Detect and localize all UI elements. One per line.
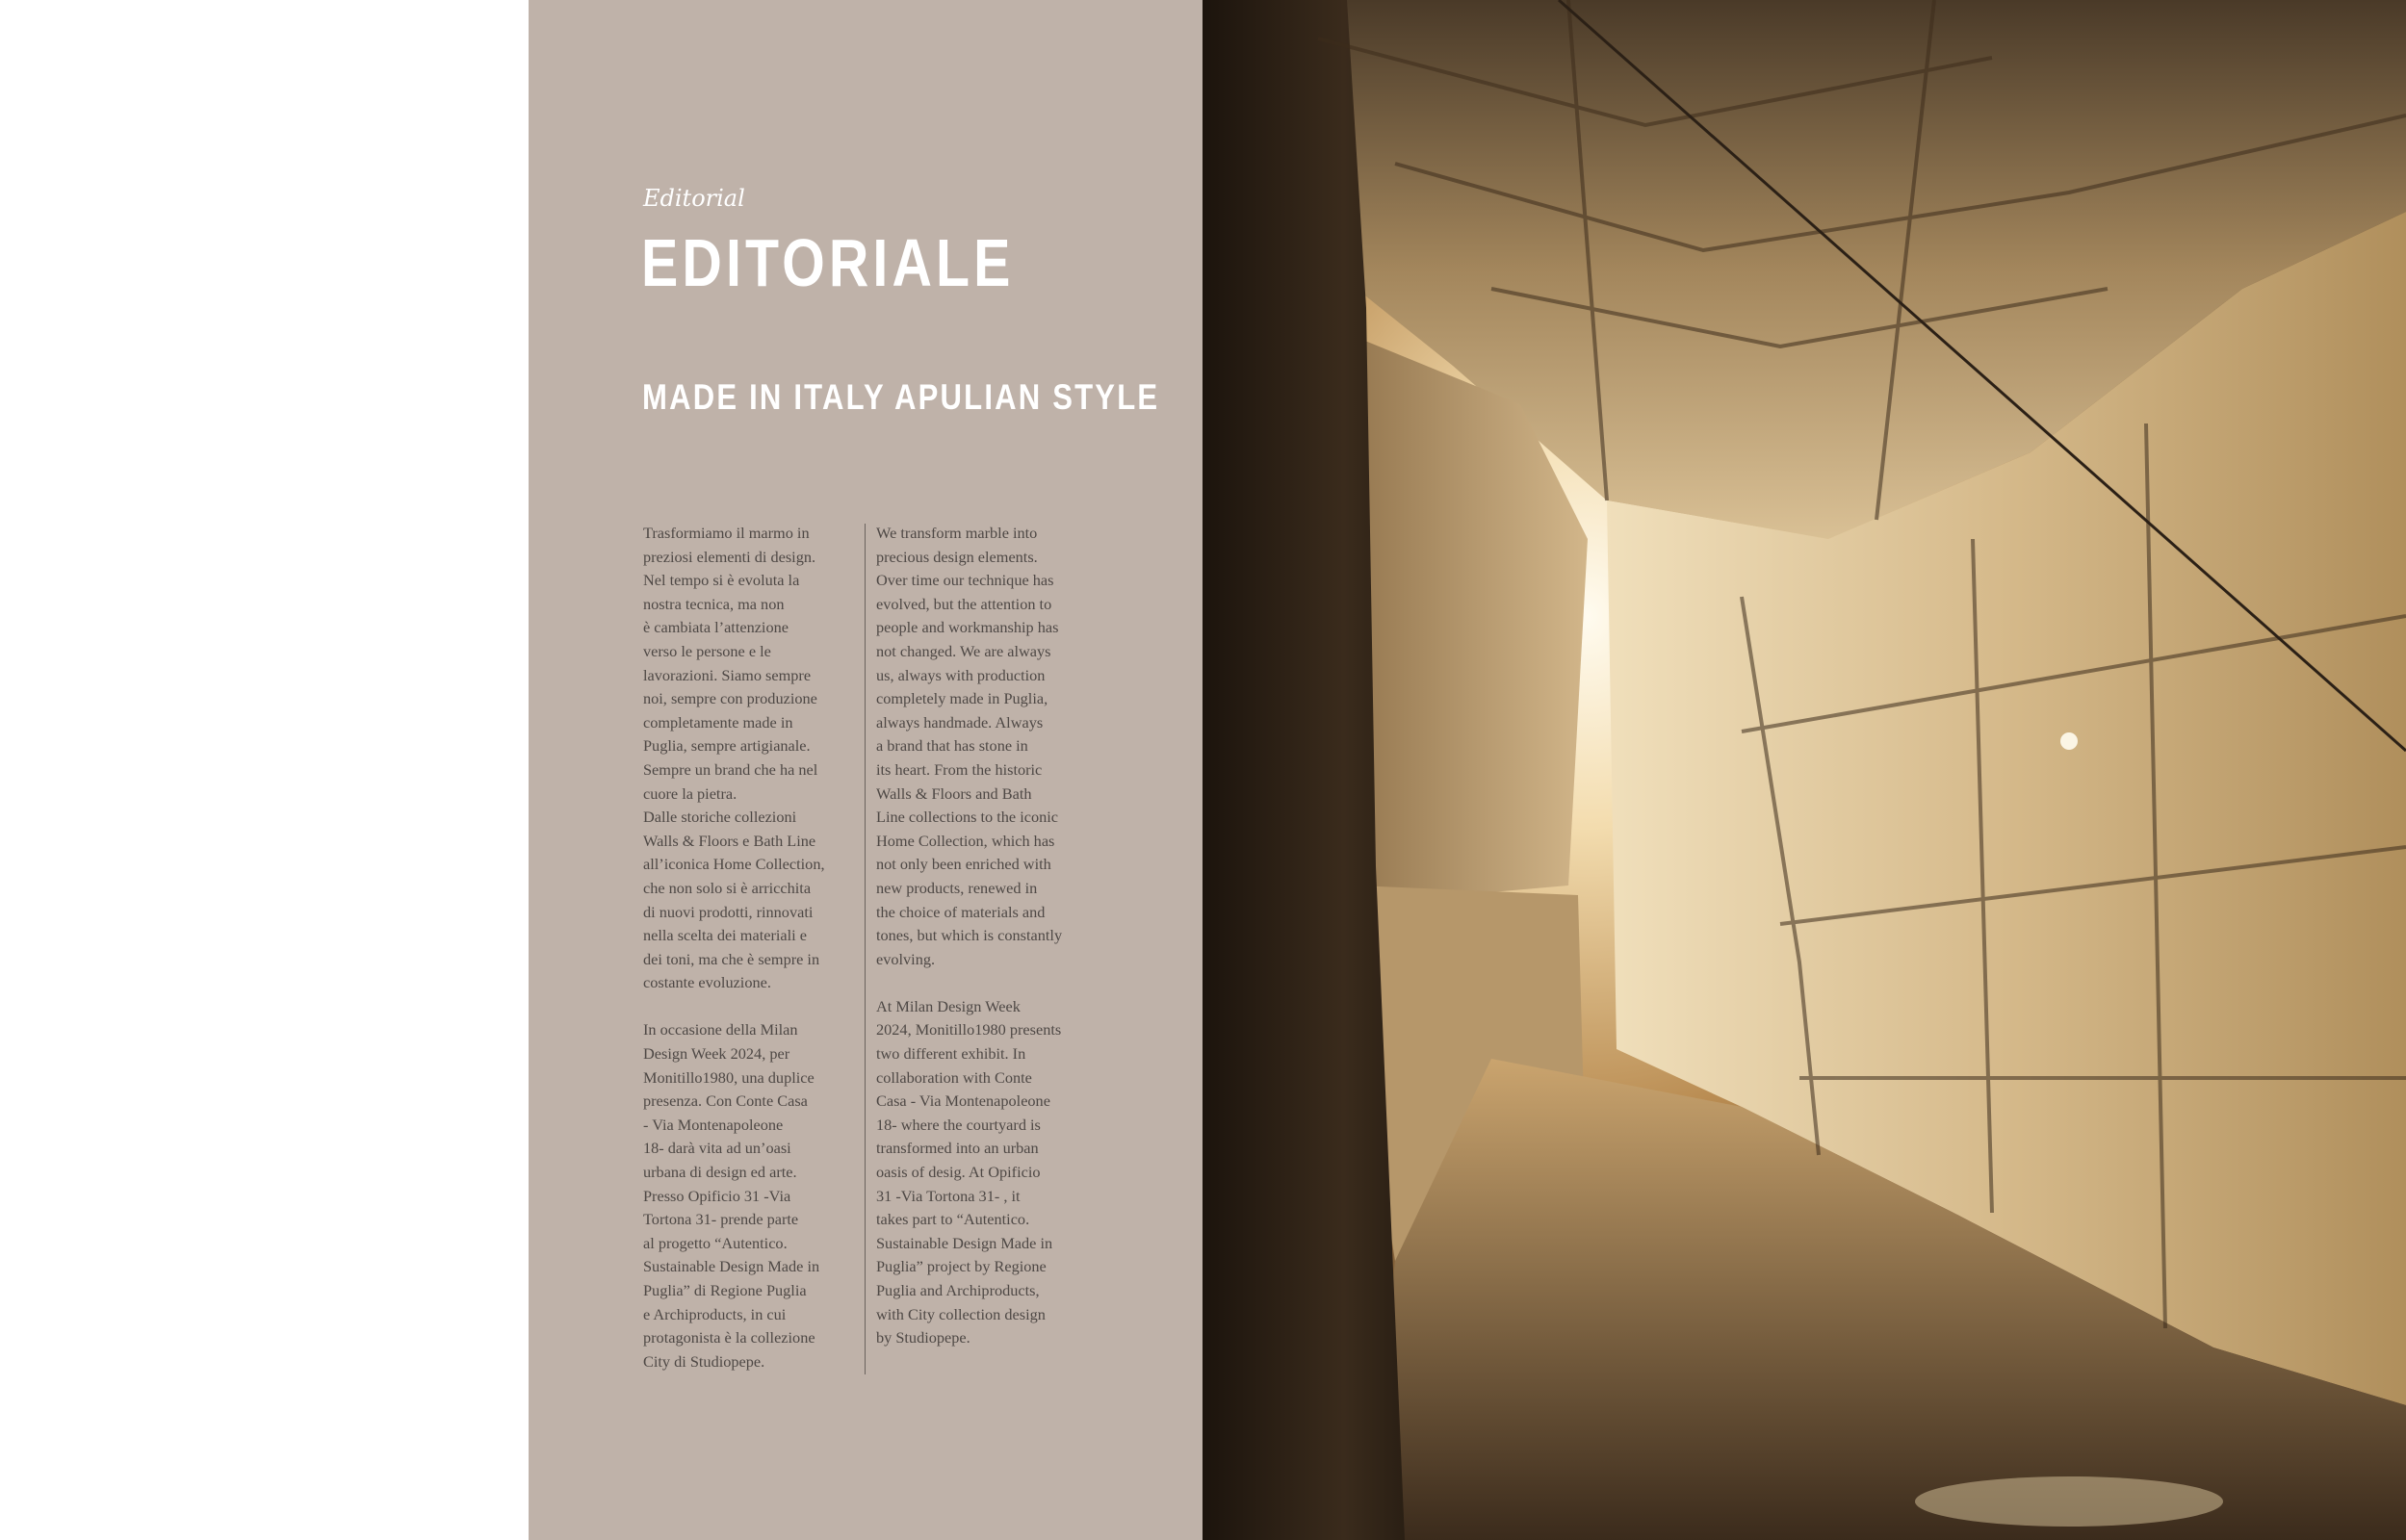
- quarry-illustration: [1203, 0, 2406, 1540]
- page-subtitle: MADE IN ITALY APULIAN STYLE: [642, 377, 1160, 417]
- page-title: EDITORIALE: [641, 225, 1015, 300]
- marble-quarry-photo: [1203, 0, 2406, 1540]
- column-divider: [865, 524, 866, 1374]
- body-italian-column: Trasformiamo il marmo in preziosi elementi di design. Nel tempo si è evoluta la nostra tecnica, ma non è cambiata l’attenzione verso le persone e le lavorazioni. Siamo sempre noi, sempre con produzione completamente made in Puglia, sempre artigianale. Sempre un brand che ha nel cuore la pietra. Dalle storiche collezioni Walls & Floors e Bath Line all’iconica Home Collection, che non solo si è arricchita di nuovi prodotti, rinnovati nella scelta dei materiali e dei toni, ma che è sempre in costante evoluzione. In occasione della Milan Design Week 2024, per Monitillo1980, una duplice presenza. Con Conte Casa - Via Montenapoleone 18- darà vita ad un’oasi urbana di design ed arte. Presso Opificio 31 -Via Tortona 31- prende parte al progetto “Autentico. Sustainable Design Made in Puglia” di Regione Puglia e Archiproducts, in cui protagonista è la collezione City di Studiopepe.: [643, 524, 825, 1371]
- kicker-label: Editorial: [643, 185, 745, 212]
- body-english-column: We transform marble into precious design elements. Over time our technique has evolved, but the attention to people and workmanship has not changed. We are always us, always with production completely made in Puglia, always handmade. Always a brand that has stone in its heart. From the historic Walls & Floors and Bath Line collections to the iconic Home Collection, which has not only been enriched with new products, renewed in the choice of materials and tones, but which is constantly evolving. At Milan Design Week 2024, Monitillo1980 presents two different exhibit. In collaboration with Conte Casa - Via Montenapoleone 18- where the courtyard is transformed into an urban oasis of desig. At Opificio 31 -Via Tortona 31- , it takes part to “Autentico. Sustainable Design Made in Puglia” project by Regione Puglia and Archiproducts, with City collection design by Studiopepe.: [876, 524, 1063, 1348]
- editorial-text-panel: [529, 0, 1203, 1540]
